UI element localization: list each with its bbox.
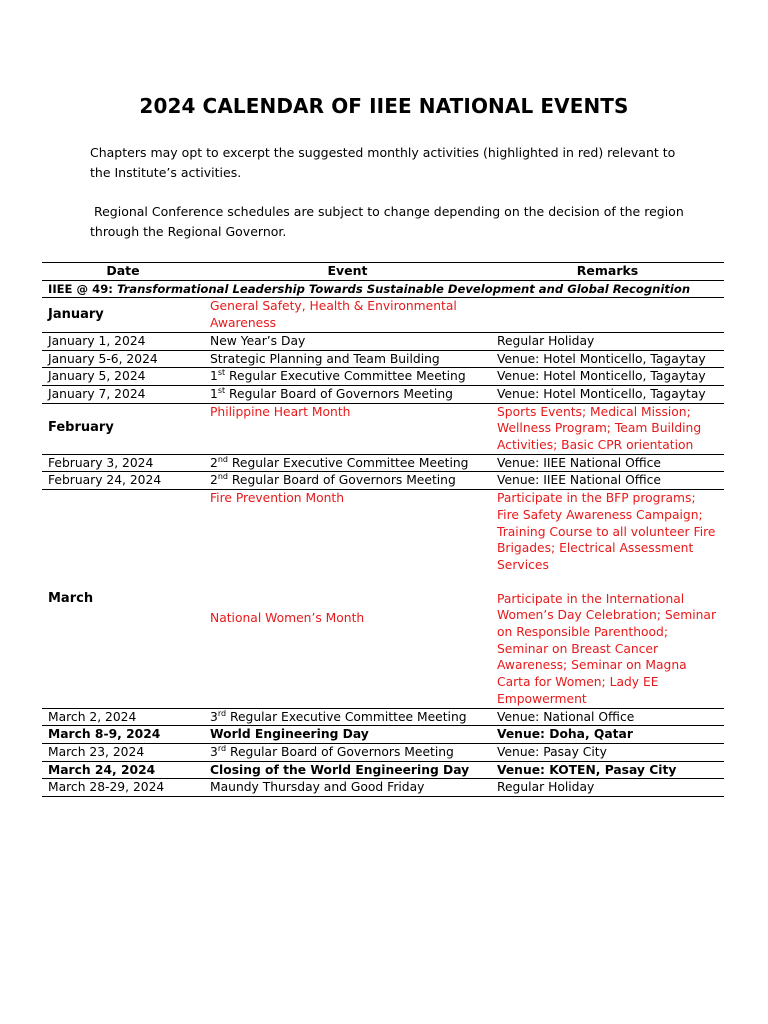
table-row — [42, 472, 724, 490]
month-theme: Philippine Heart Month — [204, 403, 491, 454]
intro-paragraph-2: Regional Conference schedules are subject to change depending on the decision of the region through the Regional Governor. — [90, 204, 688, 239]
page-title: 2024 CALENDAR OF IIEE NATIONAL EVENTS — [139, 94, 629, 118]
header-date: Date — [42, 263, 204, 281]
row-event: Closing of the World Engineering Day — [204, 761, 491, 779]
theme-text: Transformational Leadership Towards Sustainable Development and Global Recognition — [116, 281, 691, 296]
month-theme-1: Fire Prevention Month — [210, 491, 345, 506]
theme-row — [42, 280, 724, 298]
row-event: 3rd Regular Executive Committee Meeting — [204, 708, 491, 726]
row-event: 1st Regular Executive Committee Meeting — [204, 368, 491, 386]
row-event: 2nd Regular Executive Committee Meeting — [204, 454, 491, 472]
table-row — [42, 743, 724, 761]
table-row — [42, 726, 724, 744]
row-remarks: Venue: IIEE National Office — [491, 454, 724, 472]
row-event: Maundy Thursday and Good Friday — [204, 779, 491, 797]
intro-paragraph-1: Chapters may opt to excerpt the suggested monthly activities (highlighted in red) relevant to the Institute’s activities. — [90, 145, 676, 180]
table-row — [42, 368, 724, 386]
table-header-row — [42, 263, 724, 281]
row-remarks: Venue: Hotel Monticello, Tagaytay — [491, 350, 724, 368]
row-date: January 1, 2024 — [42, 332, 204, 350]
row-remarks: Regular Holiday — [491, 332, 724, 350]
row-date: January 7, 2024 — [42, 385, 204, 403]
row-remarks: Venue: Doha, Qatar — [491, 726, 724, 744]
row-event: New Year’s Day — [204, 332, 491, 350]
row-remarks: Venue: Pasay City — [491, 743, 724, 761]
table-row — [42, 332, 724, 350]
row-date: February 24, 2024 — [42, 472, 204, 490]
table-row — [42, 454, 724, 472]
row-date: January 5, 2024 — [42, 368, 204, 386]
month-row-january — [42, 298, 724, 332]
table-row — [42, 350, 724, 368]
month-remarks: Sports Events; Medical Mission; Wellness Program; Team Building Activities; Basic CPR orientation — [491, 403, 724, 454]
row-remarks: Venue: Hotel Monticello, Tagaytay — [491, 368, 724, 386]
row-remarks: Venue: KOTEN, Pasay City — [491, 761, 724, 779]
row-date: February 3, 2024 — [42, 454, 204, 472]
header-event: Event — [204, 263, 491, 281]
table-row — [42, 761, 724, 779]
row-remarks: Regular Holiday — [491, 779, 724, 797]
month-remarks — [491, 490, 724, 708]
table-row — [42, 385, 724, 403]
month-theme: General Safety, Health & Environmental Awareness — [204, 298, 491, 332]
theme-cell — [42, 280, 724, 298]
row-event: Strategic Planning and Team Building — [204, 350, 491, 368]
month-remarks-2: Participate in the International Women’s Day Celebration; Seminar on Responsible Parenthood; Seminar on Breast Cancer Awareness; Seminar on Magna Carta for Women; Lady EE Empowerment — [497, 591, 717, 706]
month-themes — [204, 490, 491, 708]
row-event: 2nd Regular Board of Governors Meeting — [204, 472, 491, 490]
header-remarks: Remarks — [491, 263, 724, 281]
month-row-february — [42, 403, 724, 454]
month-theme-2: National Women’s Month — [210, 610, 365, 625]
events-table — [42, 262, 724, 797]
row-date: January 5-6, 2024 — [42, 350, 204, 368]
row-date: March 24, 2024 — [42, 761, 204, 779]
row-remarks: Venue: National Office — [491, 708, 724, 726]
row-event: 3rd Regular Board of Governors Meeting — [204, 743, 491, 761]
row-date: March 2, 2024 — [42, 708, 204, 726]
row-event: 1st Regular Board of Governors Meeting — [204, 385, 491, 403]
row-event: World Engineering Day — [204, 726, 491, 744]
row-remarks: Venue: Hotel Monticello, Tagaytay — [491, 385, 724, 403]
month-label: March — [42, 490, 204, 708]
month-label: February — [42, 403, 204, 454]
row-remarks: Venue: IIEE National Office — [491, 472, 724, 490]
theme-prefix: IIEE @ 49: — [48, 281, 117, 296]
table-row — [42, 708, 724, 726]
month-label: January — [42, 298, 204, 332]
month-row-march — [42, 490, 724, 708]
row-date: March 28-29, 2024 — [42, 779, 204, 797]
row-date: March 8-9, 2024 — [42, 726, 204, 744]
table-row — [42, 779, 724, 797]
month-remarks-1: Participate in the BFP programs; Fire Safety Awareness Campaign; Training Course to all volunteer Fire Brigades; Electrical Assessment Services — [497, 491, 716, 572]
row-date: March 23, 2024 — [42, 743, 204, 761]
